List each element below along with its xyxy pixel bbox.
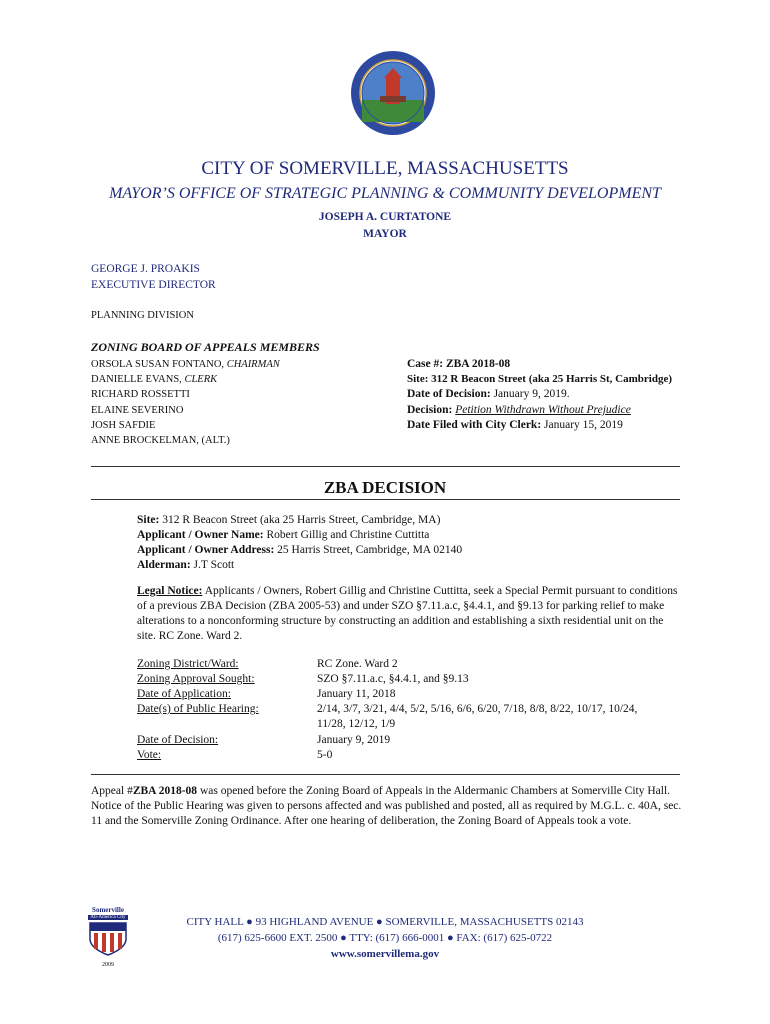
board-member: ORSOLA SUSAN FONTANO, CHAIRMAN: [91, 359, 280, 370]
board-member: JOSH SAFDIE: [91, 419, 156, 431]
mayor-title: MAYOR: [363, 228, 407, 240]
case-filed: Date Filed with City Clerk: January 15, 2019: [407, 418, 623, 431]
board-member: ANNE BROCKELMAN, (ALT.): [91, 435, 230, 447]
board-member: DANIELLE EVANS, CLERK: [91, 374, 218, 386]
divider: [91, 774, 680, 775]
divider: [91, 466, 680, 467]
footer-website-link[interactable]: www.somervillema.gov: [330, 948, 440, 960]
case-number: Case #: ZBA 2018-08: [407, 358, 511, 370]
case-site: Site: 312 R Beacon Street (aka 25 Harris St, Cambridge): [407, 373, 672, 386]
planning-division: PLANNING DIVISION: [91, 310, 194, 321]
decision-title: ZBA DECISION: [323, 478, 447, 497]
divider: [91, 499, 680, 500]
footer-address: CITY HALL ● 93 HIGHLAND AVENUE ● SOMERVILLE, MASSACHUSETTS 02143: [186, 916, 584, 928]
board-member: RICHARD ROSSETTI: [91, 389, 190, 401]
executive-name: GEORGE J. PROAKIS: [91, 263, 200, 275]
executive-title: EXECUTIVE DIRECTOR: [91, 279, 216, 291]
site-block: Site: 312 R Beacon Street (aka 25 Harris Street, Cambridge, MA) Applicant / Owner Name: Robert Gillig and Christine Cuttitta Applicant / Owner Address: 25 Harris Street, Cambridge, MA 02140 Alderman: J.T Scott: [137, 514, 463, 571]
mayor-name: JOSEPH A. CURTATONE: [318, 211, 452, 223]
legal-notice: Legal Notice: Applicants / Owners, Robert Gillig and Christine Cuttitta, seek a Special Permit pursuant to conditions of a previous ZBA Decision (ZBA 2005-53) and under SZO §7.11.a.c, §4.4.1, and §9.13 for parking relief to make alterations to a nonconforming structure by constructing an addition and establishing a sixth residential unit on the site. RC Zone. Ward 2.: [137, 585, 678, 642]
city-seal-icon: [350, 50, 436, 136]
case-summary: [407, 357, 672, 433]
office-name: MAYOR’S OFFICE OF STRATEGIC PLANNING & COMMUNITY DEVELOPMENT: [109, 185, 661, 202]
board-member: ELAINE SEVERINO: [91, 404, 184, 416]
appeal-paragraph: Appeal #ZBA 2018-08 was opened before the Zoning Board of Appeals in the Aldermanic Chambers at Somerville City Hall. Notice of the Public Hearing was given to persons affected and was published and posted, all as required by M.G.L. c. 40A, sec. 11 and the Somerville Zoning Ordinance. After one hearing of deliberation, the Zoning Board of Appeals took a vote.: [91, 785, 682, 827]
case-decision: Decision: Petition Withdrawn Without Prejudice: [407, 403, 631, 416]
all-america-city-badge: Somerville All-America City 2009: [84, 906, 132, 972]
board-members-list: [91, 357, 280, 448]
board-heading: ZONING BOARD OF APPEALS MEMBERS: [91, 340, 320, 354]
city-title: CITY OF SOMERVILLE, MASSACHUSETTS: [201, 158, 569, 179]
footer-phone: (617) 625-6600 EXT. 2500 ● TTY: (617) 666-0001 ● FAX: (617) 625-0722: [217, 932, 553, 944]
case-date: Date of Decision: January 9, 2019.: [407, 388, 570, 401]
